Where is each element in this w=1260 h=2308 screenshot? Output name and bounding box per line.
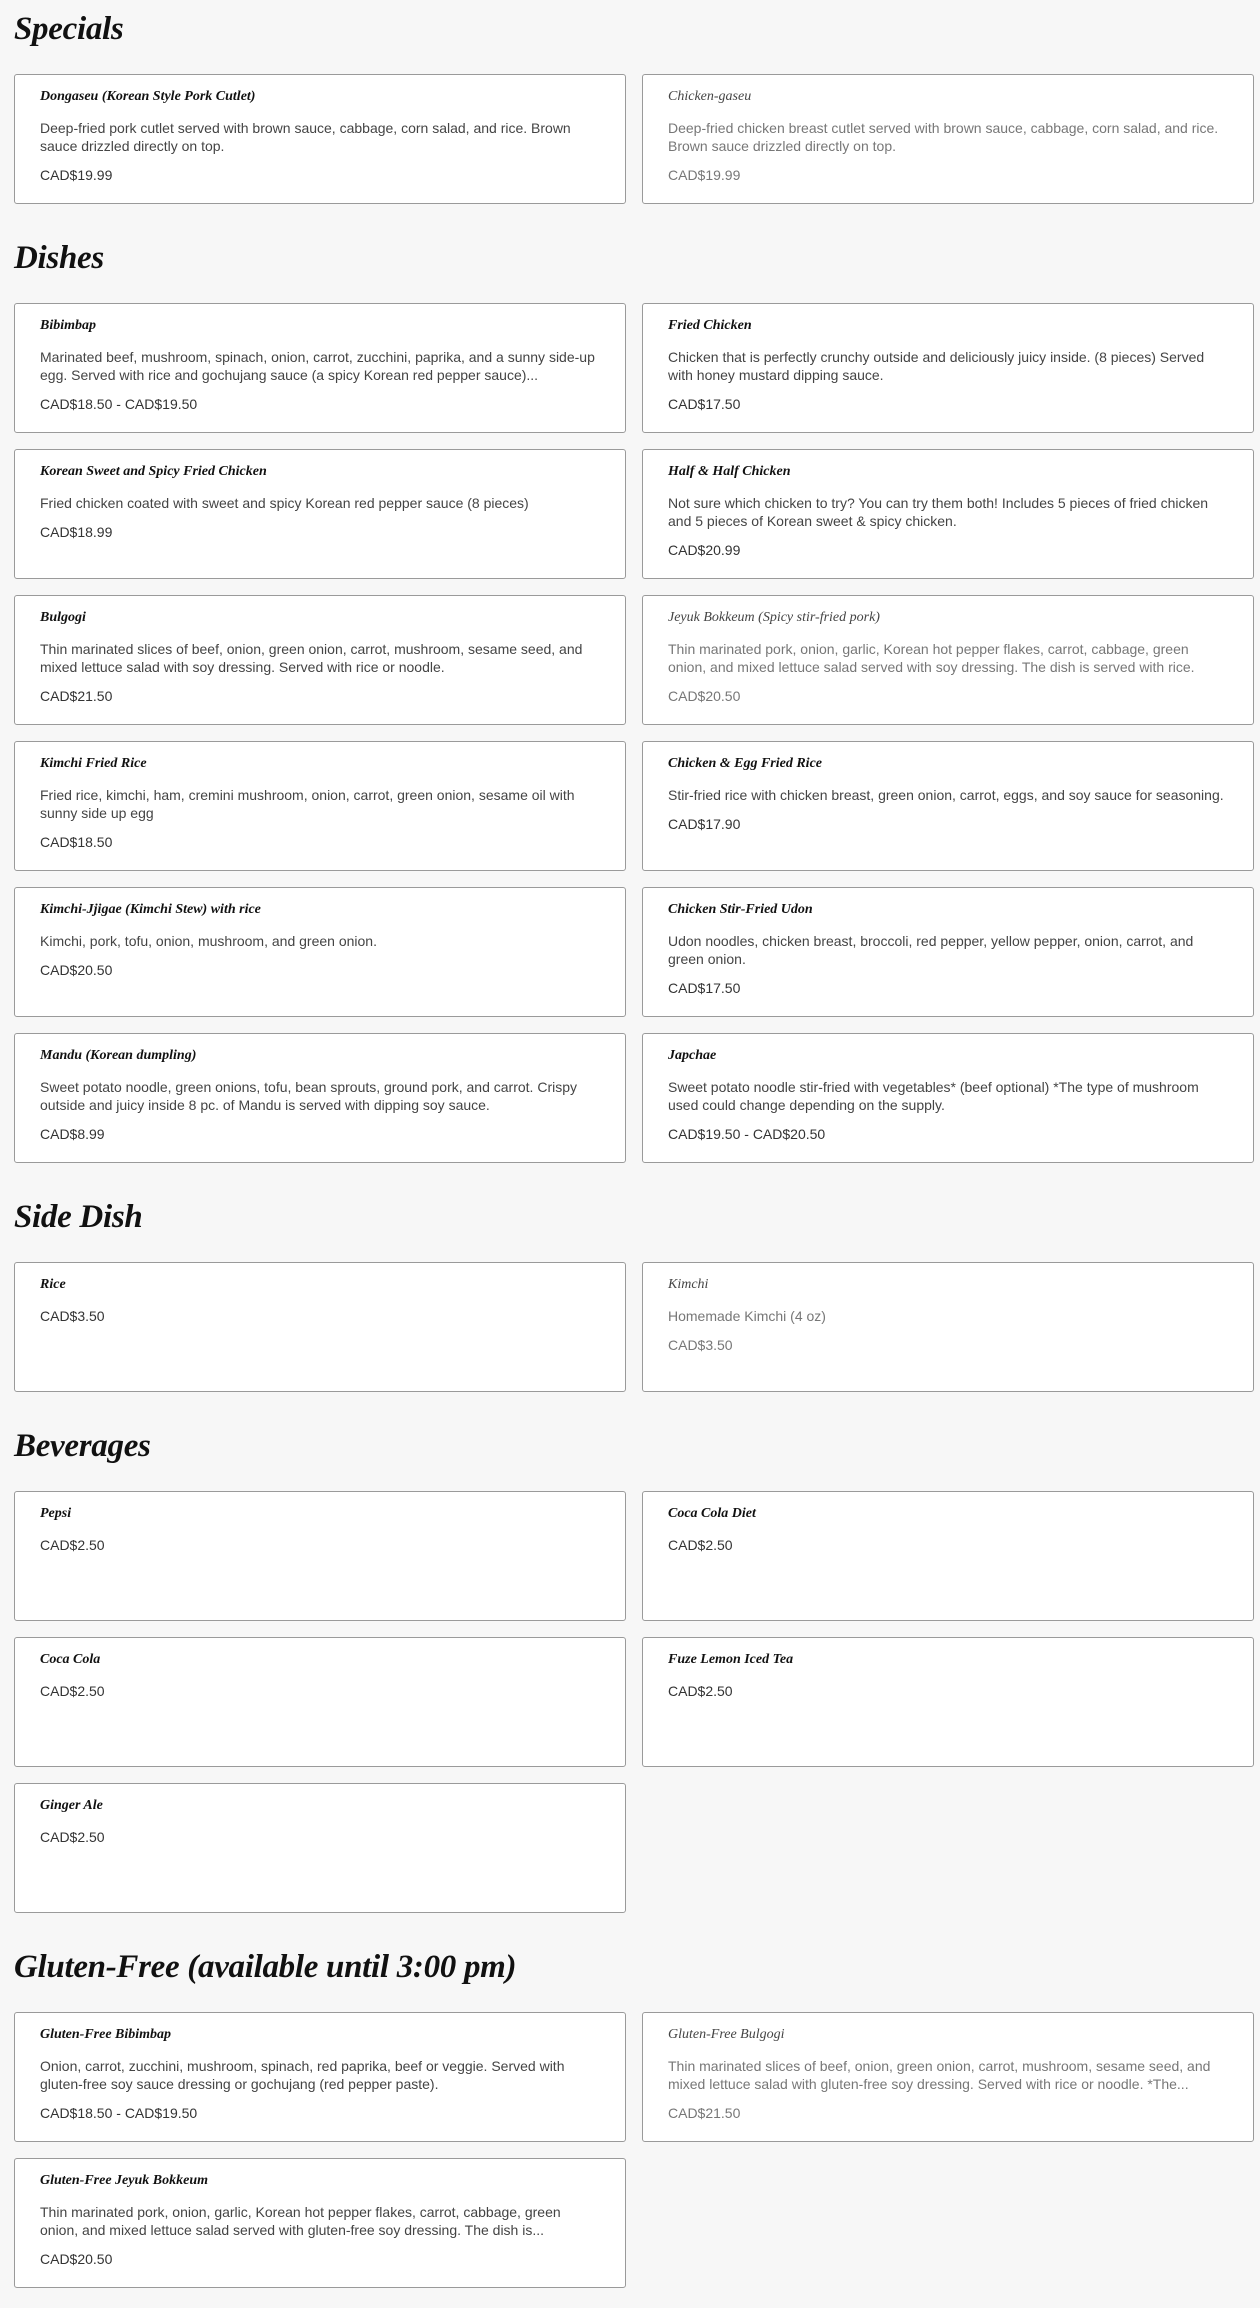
menu-item-card-gluten-free-jeyuk-bokkeum[interactable] bbox=[14, 2158, 626, 2288]
menu-item-description: Marinated beef, mushroom, spinach, onion, carrot, zucchini, paprika, and a sunny side-up egg. Served with rice and gochujang sauce (a spicy Korean red pepper sauce)... bbox=[40, 349, 595, 383]
menu-item-name: Gluten-Free Bulgogi bbox=[668, 2027, 785, 2042]
menu-item-description: Thin marinated slices of beef, onion, green onion, carrot, mushroom, sesame seed, and mixed lettuce salad with gluten-free soy dressing. Served with rice or noodle. *The... bbox=[668, 2058, 1211, 2092]
menu-item-card-coca-cola[interactable] bbox=[14, 1637, 626, 1767]
menu-item-price: CAD$20.50 bbox=[40, 962, 113, 978]
menu-item-price: CAD$20.50 bbox=[668, 688, 741, 704]
menu-item-card-pepsi[interactable] bbox=[14, 1491, 626, 1621]
menu-item-price: CAD$20.50 bbox=[40, 2251, 113, 2267]
menu-section-specials bbox=[14, 0, 1254, 204]
menu-item-card-kimchi-fried-rice[interactable] bbox=[14, 741, 626, 871]
menu-item-name: Korean Sweet and Spicy Fried Chicken bbox=[40, 464, 267, 479]
menu-item-name: Mandu (Korean dumpling) bbox=[40, 1048, 197, 1063]
menu-item-price: CAD$21.50 bbox=[40, 688, 113, 704]
menu-item-name: Half & Half Chicken bbox=[668, 464, 791, 479]
menu-item-card-gluten-free-bulgogi[interactable] bbox=[642, 2012, 1254, 2142]
menu-item-card-fuze-lemon-iced-tea[interactable] bbox=[642, 1637, 1254, 1767]
menu-item-price: CAD$18.50 - CAD$19.50 bbox=[40, 396, 198, 412]
menu-item-card-korean-sweet-and-spicy-fried-chicken[interactable] bbox=[14, 449, 626, 579]
menu-item-description: Chicken that is perfectly crunchy outside and deliciously juicy inside. (8 pieces) Served with honey mustard dipping sauce. bbox=[668, 349, 1205, 383]
menu-item-name: Pepsi bbox=[40, 1506, 72, 1521]
menu-item-name: Rice bbox=[40, 1277, 66, 1292]
menu-item-description: Deep-fried chicken breast cutlet served with brown sauce, cabbage, corn salad, and rice. Brown sauce drizzled directly on top. bbox=[668, 120, 1219, 154]
menu-item-card-gluten-free-bibimbap[interactable] bbox=[14, 2012, 626, 2142]
menu-item-card-japchae[interactable] bbox=[642, 1033, 1254, 1163]
menu-item-name: Gluten-Free Bibimbap bbox=[40, 2027, 172, 2042]
menu-item-description: Onion, carrot, zucchini, mushroom, spinach, red paprika, beef or veggie. Served with gluten-free soy sauce dressing or gochujang (red pepper paste). bbox=[40, 2058, 565, 2092]
menu-item-price: CAD$3.50 bbox=[40, 1308, 105, 1324]
menu-section-side-dish bbox=[14, 1188, 1254, 1392]
menu-item-name: Ginger Ale bbox=[40, 1798, 103, 1813]
menu-item-price: CAD$19.99 bbox=[668, 167, 741, 183]
menu-item-description: Thin marinated pork, onion, garlic, Korean hot pepper flakes, carrot, cabbage, green onion, and mixed lettuce salad served with soy dressing. The dish is served with rice. bbox=[668, 641, 1195, 675]
menu-item-card-bibimbap[interactable] bbox=[14, 303, 626, 433]
menu-item-name: Chicken & Egg Fried Rice bbox=[668, 756, 822, 771]
menu-item-name: Kimchi bbox=[668, 1277, 709, 1292]
menu-item-name: Kimchi-Jjigae (Kimchi Stew) with rice bbox=[40, 902, 261, 917]
menu-item-description: Thin marinated pork, onion, garlic, Korean hot pepper flakes, carrot, cabbage, green onion, and mixed lettuce salad served with gluten-free soy dressing. The dish is... bbox=[40, 2204, 561, 2238]
menu-item-price: CAD$18.50 - CAD$19.50 bbox=[40, 2105, 198, 2121]
menu-item-name: Dongaseu (Korean Style Pork Cutlet) bbox=[40, 89, 256, 104]
menu-section-gluten-free-available-until-3-00-pm bbox=[14, 1938, 1254, 2288]
menu-item-grid bbox=[14, 1262, 1254, 1392]
menu-item-card-mandu-korean-dumpling[interactable] bbox=[14, 1033, 626, 1163]
menu-item-name: Bibimbap bbox=[40, 318, 97, 333]
menu-item-card-kimchi-jjigae-kimchi-stew-with-rice[interactable] bbox=[14, 887, 626, 1017]
menu-item-card-bulgogi[interactable] bbox=[14, 595, 626, 725]
menu-item-price: CAD$2.50 bbox=[668, 1683, 733, 1699]
section-title: Dishes bbox=[14, 240, 104, 276]
menu-item-description: Deep-fried pork cutlet served with brown sauce, cabbage, corn salad, and rice. Brown sauce drizzled directly on top. bbox=[40, 120, 571, 154]
menu-item-card-chicken-gaseu[interactable] bbox=[642, 74, 1254, 204]
section-title: Specials bbox=[14, 11, 124, 47]
menu-item-description: Fried chicken coated with sweet and spicy Korean red pepper sauce (8 pieces) bbox=[40, 495, 529, 511]
menu-item-name: Japchae bbox=[668, 1048, 717, 1063]
menu-item-name: Fuze Lemon Iced Tea bbox=[668, 1652, 794, 1667]
menu-item-grid bbox=[14, 303, 1254, 1163]
menu-item-name: Jeyuk Bokkeum (Spicy stir-fried pork) bbox=[668, 610, 880, 625]
section-title: Side Dish bbox=[14, 1199, 143, 1235]
menu-item-description: Udon noodles, chicken breast, broccoli, red pepper, yellow pepper, onion, carrot, and green onion. bbox=[668, 933, 1194, 967]
menu-item-price: CAD$17.90 bbox=[668, 816, 741, 832]
menu-item-description: Sweet potato noodle stir-fried with vegetables* (beef optional) *The type of mushroom used could change depending on the supply. bbox=[668, 1079, 1199, 1113]
section-title: Beverages bbox=[14, 1428, 151, 1464]
menu-item-description: Sweet potato noodle, green onions, tofu, bean sprouts, ground pork, and carrot. Crispy outside and juicy inside 8 pc. of Mandu is served with dipping soy sauce. bbox=[40, 1079, 577, 1113]
menu-item-price: CAD$2.50 bbox=[40, 1829, 105, 1845]
menu-item-card-kimchi[interactable] bbox=[642, 1262, 1254, 1392]
menu-item-grid bbox=[14, 74, 1254, 204]
menu-item-name: Coca Cola bbox=[40, 1652, 101, 1667]
menu-item-name: Coca Cola Diet bbox=[668, 1506, 756, 1521]
menu-item-card-jeyuk-bokkeum-spicy-stir-fried-pork[interactable] bbox=[642, 595, 1254, 725]
menu-item-name: Chicken-gaseu bbox=[668, 89, 752, 104]
menu-item-description: Thin marinated slices of beef, onion, green onion, carrot, mushroom, sesame seed, and mixed lettuce salad with soy dressing. Served with rice or noodle. bbox=[40, 641, 583, 675]
menu-section-dishes bbox=[14, 229, 1254, 1163]
menu-item-description: Fried rice, kimchi, ham, cremini mushroom, onion, carrot, green onion, sesame oil with sunny side up egg bbox=[40, 787, 575, 821]
menu-item-name: Gluten-Free Jeyuk Bokkeum bbox=[40, 2173, 208, 2188]
menu-item-price: CAD$3.50 bbox=[668, 1337, 733, 1353]
section-title: Gluten-Free (available until 3:00 pm) bbox=[14, 1949, 517, 1985]
menu-item-card-coca-cola-diet[interactable] bbox=[642, 1491, 1254, 1621]
menu-item-card-chicken-stir-fried-udon[interactable] bbox=[642, 887, 1254, 1017]
menu-item-price: CAD$18.50 bbox=[40, 834, 113, 850]
menu-item-grid bbox=[14, 2012, 1254, 2288]
menu-item-price: CAD$2.50 bbox=[40, 1683, 105, 1699]
menu-item-card-rice[interactable] bbox=[14, 1262, 626, 1392]
menu-item-card-ginger-ale[interactable] bbox=[14, 1783, 626, 1913]
menu-item-description: Kimchi, pork, tofu, onion, mushroom, and green onion. bbox=[40, 933, 377, 949]
menu-item-price: CAD$2.50 bbox=[40, 1537, 105, 1553]
menu-item-price: CAD$17.50 bbox=[668, 980, 741, 996]
menu-item-price: CAD$17.50 bbox=[668, 396, 741, 412]
menu-item-card-half-half-chicken[interactable] bbox=[642, 449, 1254, 579]
menu-section-beverages bbox=[14, 1417, 1254, 1913]
menu-item-price: CAD$18.99 bbox=[40, 524, 113, 540]
menu-item-price: CAD$2.50 bbox=[668, 1537, 733, 1553]
menu-item-description: Stir-fried rice with chicken breast, green onion, carrot, eggs, and soy sauce for seasoning. bbox=[668, 787, 1224, 803]
menu-item-card-chicken-egg-fried-rice[interactable] bbox=[642, 741, 1254, 871]
menu-item-card-dongaseu-korean-style-pork-cutlet[interactable] bbox=[14, 74, 626, 204]
menu-item-description: Homemade Kimchi (4 oz) bbox=[668, 1308, 826, 1324]
menu-item-name: Chicken Stir-Fried Udon bbox=[668, 902, 813, 917]
menu-item-price: CAD$19.99 bbox=[40, 167, 113, 183]
menu-item-price: CAD$20.99 bbox=[668, 542, 741, 558]
menu-item-name: Bulgogi bbox=[40, 610, 86, 625]
menu-item-name: Kimchi Fried Rice bbox=[40, 756, 147, 771]
menu-item-price: CAD$19.50 - CAD$20.50 bbox=[668, 1126, 826, 1142]
menu-item-price: CAD$21.50 bbox=[668, 2105, 741, 2121]
menu-item-description: Not sure which chicken to try? You can try them both! Includes 5 pieces of fried chicken and 5 pieces of Korean sweet & spicy chicken. bbox=[668, 495, 1209, 529]
menu-item-name: Fried Chicken bbox=[668, 318, 752, 333]
menu-item-price: CAD$8.99 bbox=[40, 1126, 105, 1142]
menu-item-card-fried-chicken[interactable] bbox=[642, 303, 1254, 433]
menu-item-grid bbox=[14, 1491, 1254, 1913]
